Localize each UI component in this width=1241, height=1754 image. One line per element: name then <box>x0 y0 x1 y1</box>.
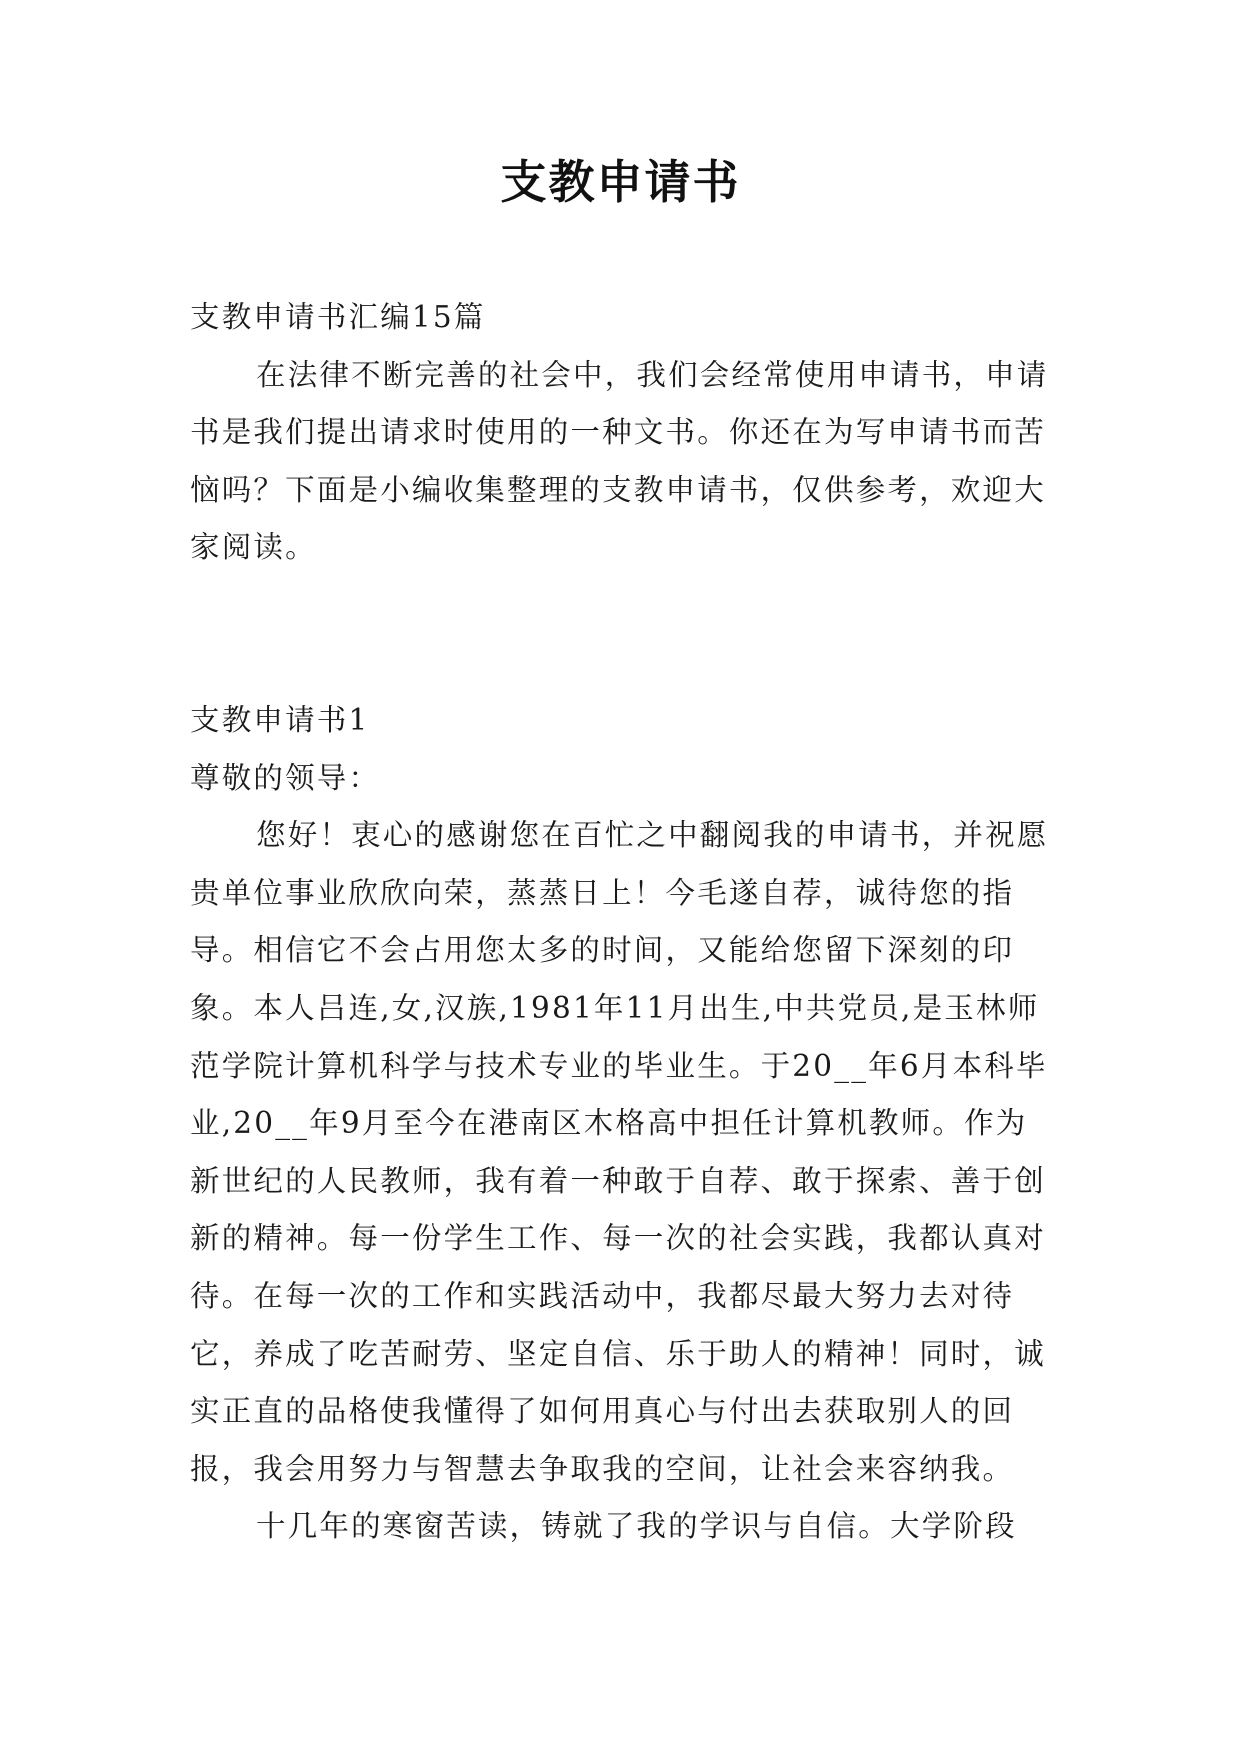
body-paragraph: 您好！衷心的感谢您在百忙之中翻阅我的申请书，并祝愿贵单位事业欣欣向荣，蒸蒸日上！今毛遂自荐，诚待您的指导。相信它不会占用您太多的时间，又能给您留下深刻的印象。本人吕连,女,汉族,1981年11月出生,中共党员,是玉林师范学院计算机科学与技术专业的毕业生。于20__年6月本科毕业,20__年9月至今在港南区木格高中担任计算机教师。作为新世纪的人民教师，我有着一种敢于自荐、敢于探索、善于创新的精神。每一份学生工作、每一次的社会实践，我都认真对待。在每一次的工作和实践活动中，我都尽最大努力去对待它，养成了吃苦耐劳、坚定自信、乐于助人的精神！同时，诚实正直的品格使我懂得了如何用真心与付出去获取别人的回报，我会用努力与智慧去争取我的空间，让社会来容纳我。 <box>190 818 1049 1486</box>
document-title: 支教申请书 <box>500 155 741 209</box>
section-heading: 支教申请书1 <box>190 702 370 737</box>
document-body <box>190 289 1050 1556</box>
body-paragraph: 十几年的寒窗苦读，铸就了我的学识与自信。大学阶段 <box>256 1509 1017 1544</box>
section-gap <box>190 577 1050 692</box>
subtitle: 支教申请书汇编15篇 <box>190 300 486 334</box>
salutation: 尊敬的领导： <box>190 760 381 795</box>
intro-paragraph: 在法律不断完善的社会中，我们会经常使用申请书，申请书是我们提出请求时使用的一种文书。你还在为写申请书而苦恼吗？下面是小编收集整理的支教申请书，仅供参考，欢迎大家阅读。 <box>190 357 1049 565</box>
